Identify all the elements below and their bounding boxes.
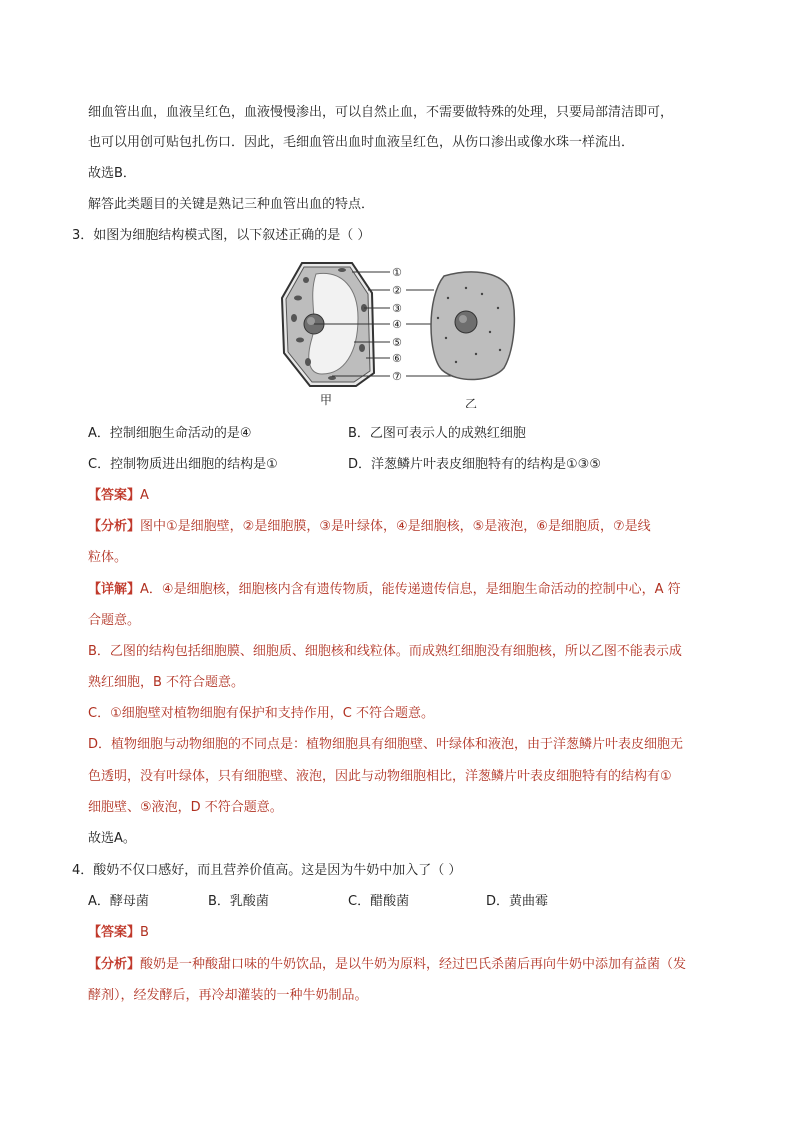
q3-detail-b: B．乙图的结构包括细胞膜、细胞质、细胞核和线粒体。而成熟红细胞没有细胞核，所以乙图不能表示成 [88,644,682,659]
q3-detail-d-cont: 色透明，没有叶绿体，只有细胞壁、液泡，因此与动物细胞相比，洋葱鳞片叶表皮细胞特有的结构有① [88,769,672,784]
q3-option-c[interactable]: C．控制物质进出细胞的结构是① [88,457,278,472]
text-line: 解答此类题目的关键是熟记三种血管出血的特点． [88,197,375,212]
q4-option-b[interactable]: B．乳酸菌 [208,894,269,909]
q3-option-a[interactable]: A．控制细胞生命活动的是④ [88,426,252,441]
text-line: 细血管出血，血液呈红色，血液慢慢渗出，可以自然止血，不需要做特殊的处理，只要局部清洁即可， [88,105,674,120]
q3-detail-d-cont2: 细胞壁、⑤液泡，D 不符合题意。 [88,800,283,815]
text-line: 也可以用创可贴包扎伤口．因此，毛细血管出血时血液呈红色，从伤口渗出或像水珠一样流出． [88,135,635,150]
label-4: ④ [392,318,402,331]
question-3-stem: 3．如图为细胞结构模式图，以下叙述正确的是（ ） [72,228,371,243]
detail-text: A．④是细胞核，细胞核内含有遗传物质，能传递遗传信息，是细胞生命活动的控制中心，A 符 [140,582,681,597]
analysis-text: 图中①是细胞壁，②是细胞膜，③是叶绿体，④是细胞核，⑤是液泡，⑥是细胞质，⑦是线 [140,519,651,534]
q3-answer [88,486,149,506]
detail-tag: 【详解】 [88,582,141,597]
q4-option-d[interactable]: D．黄曲霉 [486,894,549,909]
label-7: ⑦ [392,370,402,383]
q3-analysis-cont: 粒体。 [88,550,128,565]
answer-tag: 【答案】 [88,488,141,503]
q3-detail-a [88,580,681,600]
q4-analysis [88,955,686,975]
q3-detail-a-cont: 合题意。 [88,613,141,628]
q3-option-b[interactable]: B．乙图可表示人的成熟红细胞 [348,426,526,441]
q3-analysis [88,517,651,537]
caption-left: 甲 [320,393,333,407]
cell-diagram [272,258,532,408]
q4-answer [88,923,149,943]
label-6: ⑥ [392,352,402,365]
plant-cell [282,263,374,407]
q4-option-a[interactable]: A．酵母菌 [88,894,149,909]
text-line: 故选B． [88,166,136,181]
q3-conclusion: 故选A。 [88,831,136,846]
answer-tag: 【答案】 [88,925,141,940]
question-4-stem: 4．酸奶不仅口感好，而且营养价值高。这是因为牛奶中加入了（ ） [72,863,462,878]
q4-analysis-cont: 酵剂），经发酵后，再冷却灌装的一种牛奶制品。 [88,988,368,1003]
label-1: ① [392,266,402,279]
label-2: ② [392,284,402,297]
q4-option-c[interactable]: C．醋酸菌 [348,894,410,909]
label-5: ⑤ [392,336,402,349]
q3-detail-c: C．①细胞壁对植物细胞有保护和支持作用，C 不符合题意。 [88,706,434,721]
q3-option-d[interactable]: D．洋葱鳞片叶表皮细胞特有的结构是①③⑤ [348,457,601,472]
answer-value: A [140,488,149,503]
analysis-tag: 【分析】 [88,519,141,534]
label-3: ③ [392,302,402,315]
caption-right: 乙 [465,397,478,408]
q3-detail-d: D．植物细胞与动物细胞的不同点是：植物细胞具有细胞壁、叶绿体和液泡，由于洋葱鳞片叶表皮细胞无 [88,737,684,752]
analysis-text: 酸奶是一种酸甜口味的牛奶饮品，是以牛奶为原料，经过巴氏杀菌后再向牛奶中添加有益菌（发 [140,957,687,972]
analysis-tag: 【分析】 [88,957,141,972]
answer-value: B [140,925,149,940]
animal-cell [431,272,514,408]
q3-detail-b-cont: 熟红细胞，B 不符合题意。 [88,675,245,690]
